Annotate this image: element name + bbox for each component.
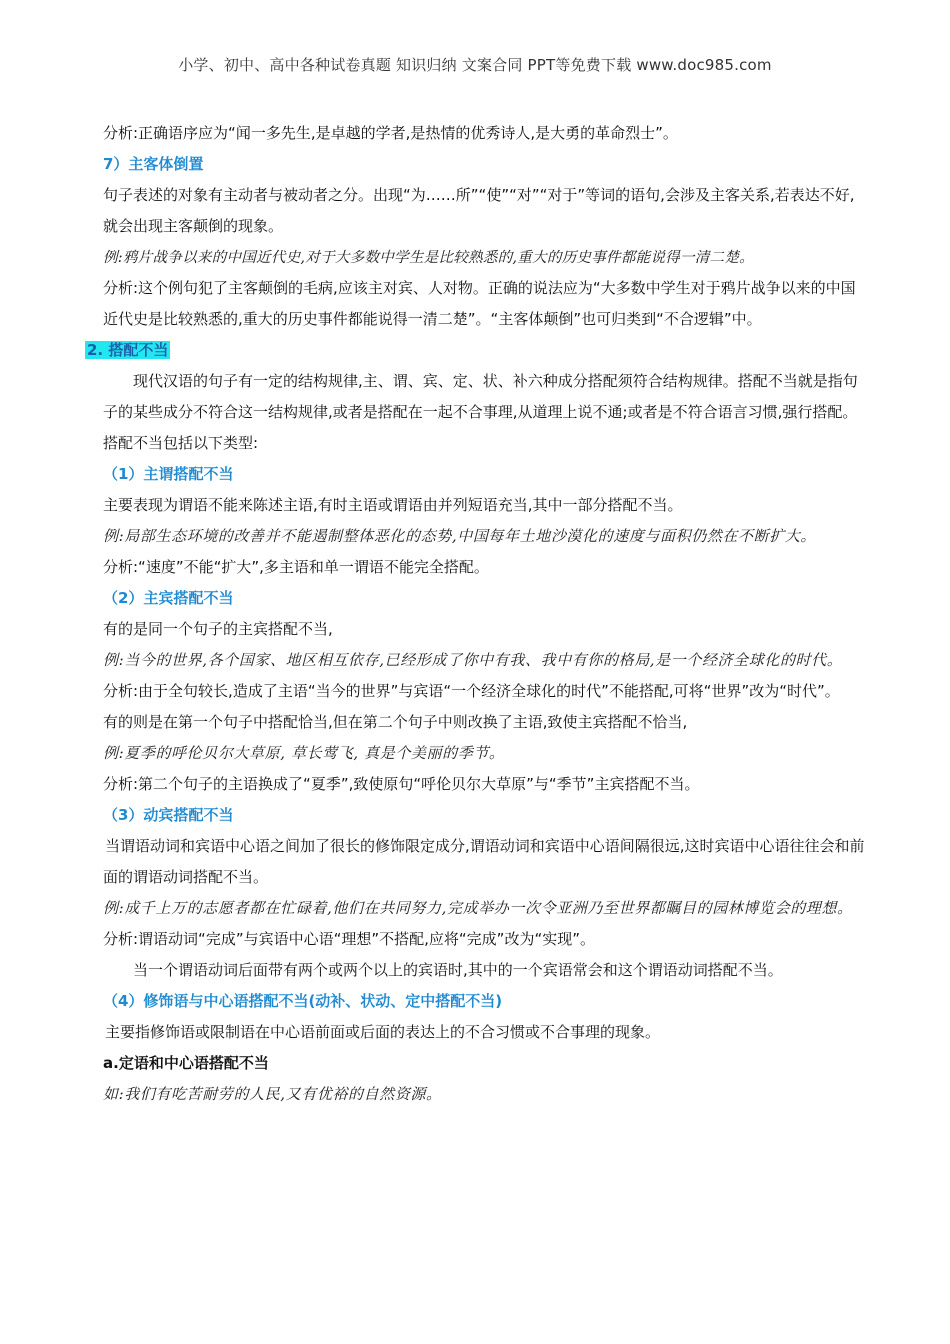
example-line: 例:成千上万的志愿者都在忙碌着,他们在共同努力,完成举办一次令亚洲乃至世界都瞩目的园林博览会的理想。 bbox=[103, 899, 853, 917]
analysis-line: 分析:谓语动词“完成”与宾语中心语“理想”不搭配,应将“完成”改为“实现”。 bbox=[103, 930, 595, 948]
paragraph: 主要表现为谓语不能来陈述主语,有时主语或谓语由并列短语充当,其中一部分搭配不当。 bbox=[103, 496, 683, 514]
example-line: 例:当今的世界,各个国家、地区相互依存,已经形成了你中有我、我中有你的格局,是一个经济全球化的时代。 bbox=[103, 651, 843, 669]
subsection-heading: （4）修饰语与中心语搭配不当(动补、状动、定中搭配不当) bbox=[103, 992, 503, 1010]
page-header: 小学、初中、高中各种试卷真题 知识归纳 文案合同 PPT等免费下载 www.doc985.com bbox=[178, 56, 772, 74]
analysis-line: 分析:“速度”不能“扩大”,多主语和单一谓语不能完全搭配。 bbox=[103, 558, 489, 576]
analysis-line: 分析:这个例句犯了主客颠倒的毛病,应该主对宾、人对物。正确的说法应为“大多数中学生对于鸦片战争以来的中国近代史是比较熟悉的,重大的历史事件都能说得一清二楚”。“主客体颠倒”也可归类到“不合逻辑”中。 bbox=[103, 279, 856, 328]
paragraph: 句子表述的对象有主动者与被动者之分。出现“为……所”“使”“对”“对于”等词的语句,会涉及主客关系,若表达不好,就会出现主客颠倒的现象。 bbox=[103, 186, 855, 235]
document-body bbox=[87, 118, 865, 1110]
paragraph: 当一个谓语动词后面带有两个或两个以上的宾语时,其中的一个宾语常会和这个谓语动词搭配不当。 bbox=[133, 961, 783, 979]
section-heading-main bbox=[85, 335, 865, 366]
sub-subsection-heading: a.定语和中心语搭配不当 bbox=[103, 1054, 269, 1072]
paragraph: 有的是同一个句子的主宾搭配不当, bbox=[103, 620, 333, 638]
paragraph: 有的则是在第一个句子中搭配恰当,但在第二个句子中则改换了主语,致使主宾搭配不恰当, bbox=[103, 713, 688, 731]
example-line: 例:局部生态环境的改善并不能遏制整体恶化的态势,中国每年土地沙漠化的速度与面积仍然在不断扩大。 bbox=[103, 527, 817, 545]
example-line: 如:我们有吃苦耐劳的人民,又有优裕的自然资源。 bbox=[103, 1085, 442, 1103]
subsection-heading: （1）主谓搭配不当 bbox=[103, 465, 234, 483]
paragraph: 现代汉语的句子有一定的结构规律,主、谓、宾、定、状、补六种成分搭配须符合结构规律。搭配不当就是指句子的某些成分不符合这一结构规律,或者是搭配在一起不合事理,从道理上说不通;或者是不符合语言习惯,强行搭配。搭配不当包括以下类型: bbox=[103, 372, 858, 452]
paragraph: 主要指修饰语或限制语在中心语前面或后面的表达上的不合习惯或不合事理的现象。 bbox=[105, 1023, 661, 1041]
analysis-line: 分析:第二个句子的主语换成了“夏季”,致使原句“呼伦贝尔大草原”与“季节”主宾搭配不当。 bbox=[103, 775, 700, 793]
example-line: 例:鸦片战争以来的中国近代史,对于大多数中学生是比较熟悉的,重大的历史事件都能说得一清二楚。 bbox=[103, 249, 754, 266]
analysis-line: 分析:由于全句较长,造成了主语“当今的世界”与宾语“一个经济全球化的时代”不能搭配,可将“世界”改为“时代”。 bbox=[103, 682, 840, 700]
example-line: 例:夏季的呼伦贝尔大草原, 草长莺飞, 真是个美丽的季节。 bbox=[103, 744, 505, 762]
analysis-line: 分析:正确语序应为“闻一多先生,是卓越的学者,是热情的优秀诗人,是大勇的革命烈士”。 bbox=[103, 124, 678, 142]
subsection-heading: （3）动宾搭配不当 bbox=[103, 806, 234, 824]
subsection-heading: （2）主宾搭配不当 bbox=[103, 589, 234, 607]
highlighted-heading: 2. 搭配不当 bbox=[87, 341, 169, 359]
section-heading: 7）主客体倒置 bbox=[103, 155, 204, 173]
paragraph: 当谓语动词和宾语中心语之间加了很长的修饰限定成分,谓语动词和宾语中心语间隔很远,这时宾语中心语往往会和前面的谓语动词搭配不当。 bbox=[103, 837, 865, 886]
